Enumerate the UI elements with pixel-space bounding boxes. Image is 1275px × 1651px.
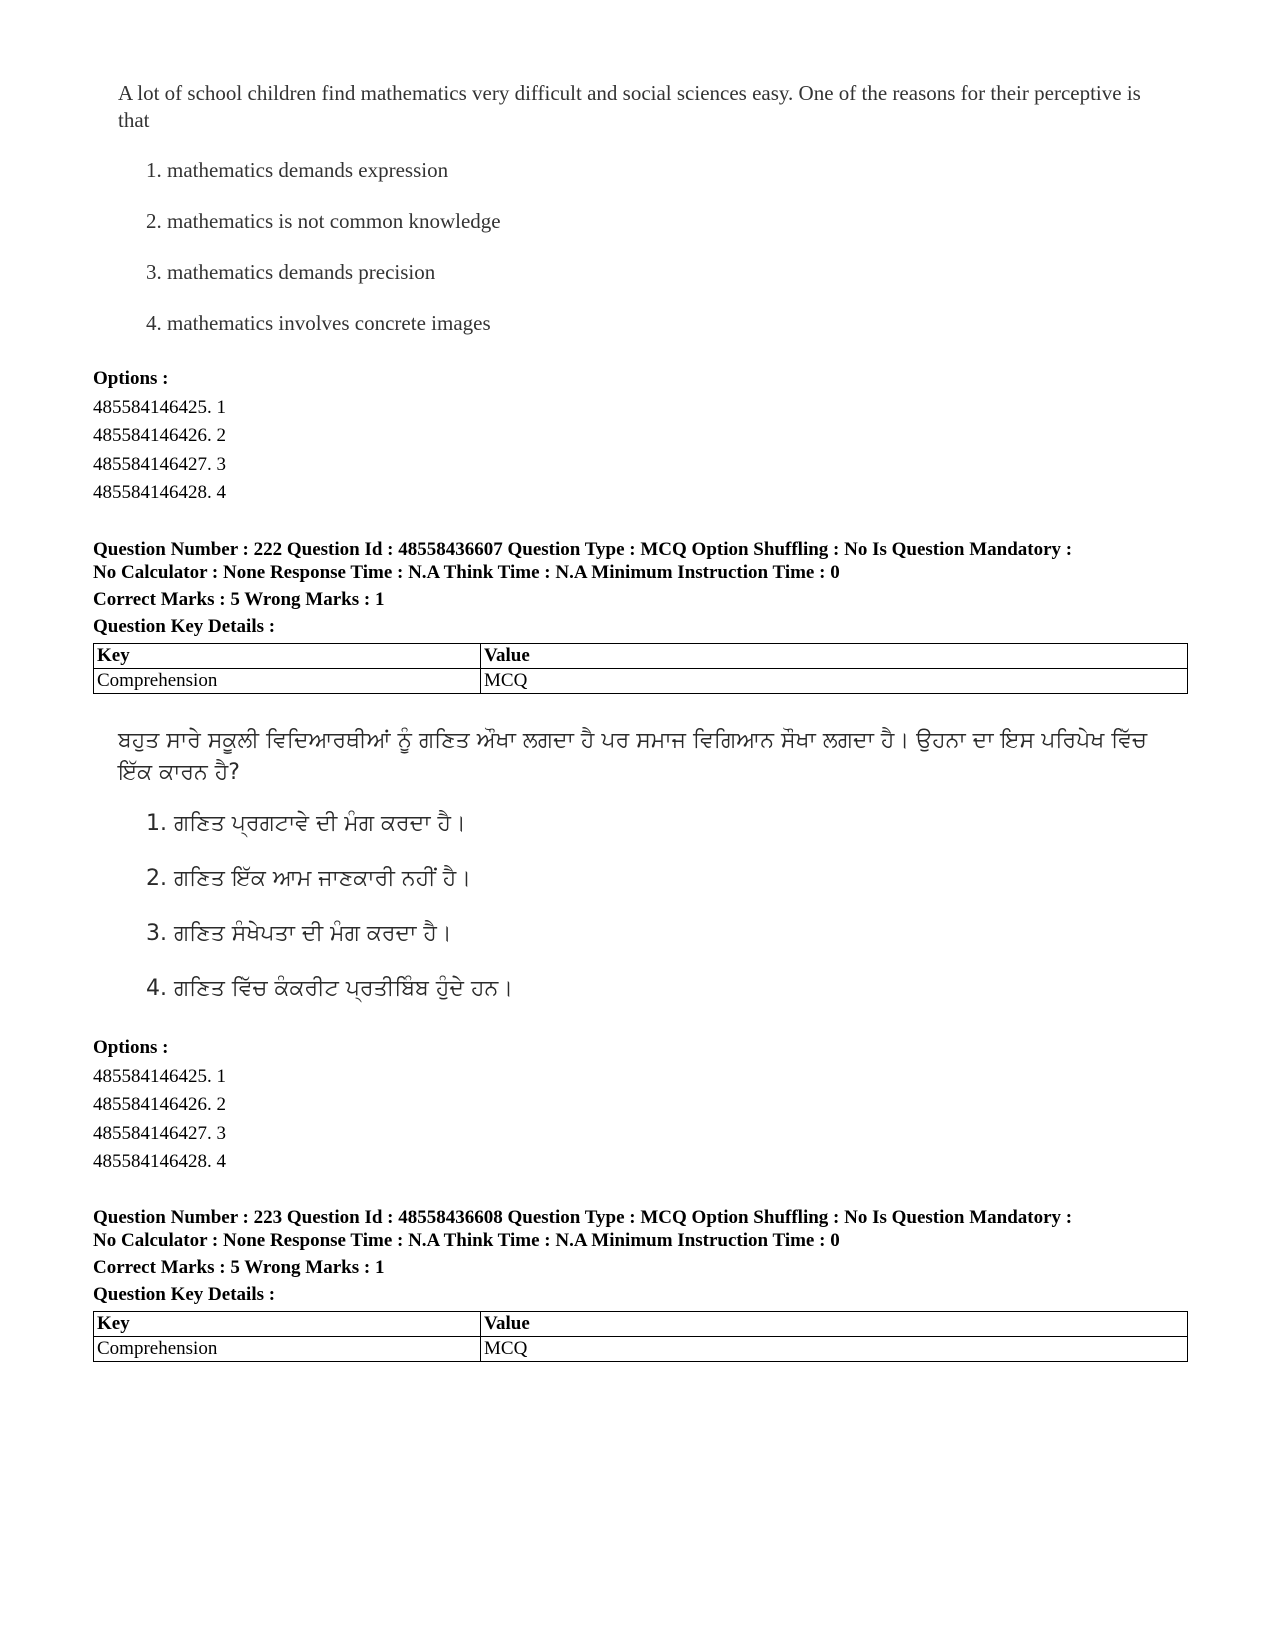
table-row bbox=[94, 1337, 1188, 1362]
question-image-english bbox=[118, 80, 1158, 350]
options-label: Options : bbox=[93, 368, 169, 389]
marks-line: Correct Marks : 5 Wrong Marks : 1 bbox=[93, 1257, 385, 1278]
table-header-cell: Key bbox=[94, 1312, 481, 1337]
key-details-label: Question Key Details : bbox=[93, 616, 276, 637]
question-meta bbox=[93, 1206, 1188, 1362]
option-item: 485584146427. 3 bbox=[93, 1122, 226, 1144]
marks-line: Correct Marks : 5 Wrong Marks : 1 bbox=[93, 589, 385, 610]
question-meta bbox=[93, 538, 1188, 694]
option-item: 485584146425. 1 bbox=[93, 1065, 226, 1087]
question-image-punjabi bbox=[118, 725, 1158, 1015]
option-item: 485584146425. 1 bbox=[93, 396, 226, 418]
question-meta-line: Question Number : 222 Question Id : 48558436607 Question Type : MCQ Option Shuffling : No Is Question Mandatory : bbox=[93, 539, 1073, 560]
table-header-cell: Key bbox=[94, 644, 481, 669]
options-list bbox=[93, 365, 1188, 508]
table-row bbox=[94, 669, 1188, 694]
question-choice: 3. mathematics demands precision bbox=[146, 260, 436, 284]
options-label: Options : bbox=[93, 1037, 169, 1058]
table-cell: Comprehension bbox=[94, 669, 481, 694]
question-stem: ਬਹੁਤ ਸਾਰੇ ਸਕੂਲੀ ਵਿਦਿਆਰਥੀਆਂ ਨੂੰ ਗਣਿਤ ਔਖਾ ਲਗਦਾ ਹੈ ਪਰ ਸਮਾਜ ਵਿਗਿਆਨ ਸੌਖਾ ਲਗਦਾ ਹੈ। ਉਹਨਾ ਦਾ ਇਸ ਪਰਿਪੇਖ ਵਿੱਚ ਇੱਕ ਕਾਰਨ ਹੈ? bbox=[118, 728, 1147, 785]
question-meta-line: No Calculator : None Response Time : N.A Think Time : N.A Minimum Instruction Time : 0 bbox=[93, 1230, 840, 1251]
table-header-cell: Value bbox=[481, 644, 1188, 669]
key-details-table bbox=[93, 643, 1188, 694]
option-item: 485584146427. 3 bbox=[93, 453, 226, 475]
option-item: 485584146428. 4 bbox=[93, 1151, 226, 1172]
key-details-table bbox=[93, 1311, 1188, 1362]
table-header-cell: Value bbox=[481, 1312, 1188, 1337]
option-item: 485584146426. 2 bbox=[93, 425, 226, 446]
question-choice: 2. mathematics is not common knowledge bbox=[146, 209, 501, 233]
option-item: 485584146428. 4 bbox=[93, 482, 226, 503]
options-list bbox=[93, 1034, 1188, 1177]
question-meta-line: No Calculator : None Response Time : N.A Think Time : N.A Minimum Instruction Time : 0 bbox=[93, 562, 840, 583]
question-choice: 1. ਗਣਿਤ ਪ੍ਰਗਟਾਵੇ ਦੀ ਮੰਗ ਕਰਦਾ ਹੈ। bbox=[146, 811, 466, 836]
table-header-row bbox=[94, 644, 1188, 669]
question-choice: 1. mathematics demands expression bbox=[146, 158, 449, 182]
table-cell: MCQ bbox=[481, 1337, 1188, 1362]
question-stem: A lot of school children find mathematics very difficult and social sciences easy. One of the reasons for their perceptive is that bbox=[118, 81, 1141, 132]
table-cell: MCQ bbox=[481, 669, 1188, 694]
question-choice: 4. mathematics involves concrete images bbox=[146, 311, 491, 335]
table-cell: Comprehension bbox=[94, 1337, 481, 1362]
question-choice: 3. ਗਣਿਤ ਸੰਖੇਪਤਾ ਦੀ ਮੰਗ ਕਰਦਾ ਹੈ। bbox=[146, 921, 452, 946]
option-item: 485584146426. 2 bbox=[93, 1094, 226, 1115]
key-details-label: Question Key Details : bbox=[93, 1284, 276, 1305]
question-choice: 4. ਗਣਿਤ ਵਿੱਚ ਕੰਕਰੀਟ ਪ੍ਰਤੀਬਿੰਬ ਹੁੰਦੇ ਹਨ। bbox=[146, 976, 514, 1001]
question-choice: 2. ਗਣਿਤ ਇੱਕ ਆਮ ਜਾਣਕਾਰੀ ਨਹੀਂ ਹੈ। bbox=[146, 866, 472, 891]
question-meta-line: Question Number : 223 Question Id : 48558436608 Question Type : MCQ Option Shuffling : No Is Question Mandatory : bbox=[93, 1207, 1073, 1228]
table-header-row bbox=[94, 1312, 1188, 1337]
